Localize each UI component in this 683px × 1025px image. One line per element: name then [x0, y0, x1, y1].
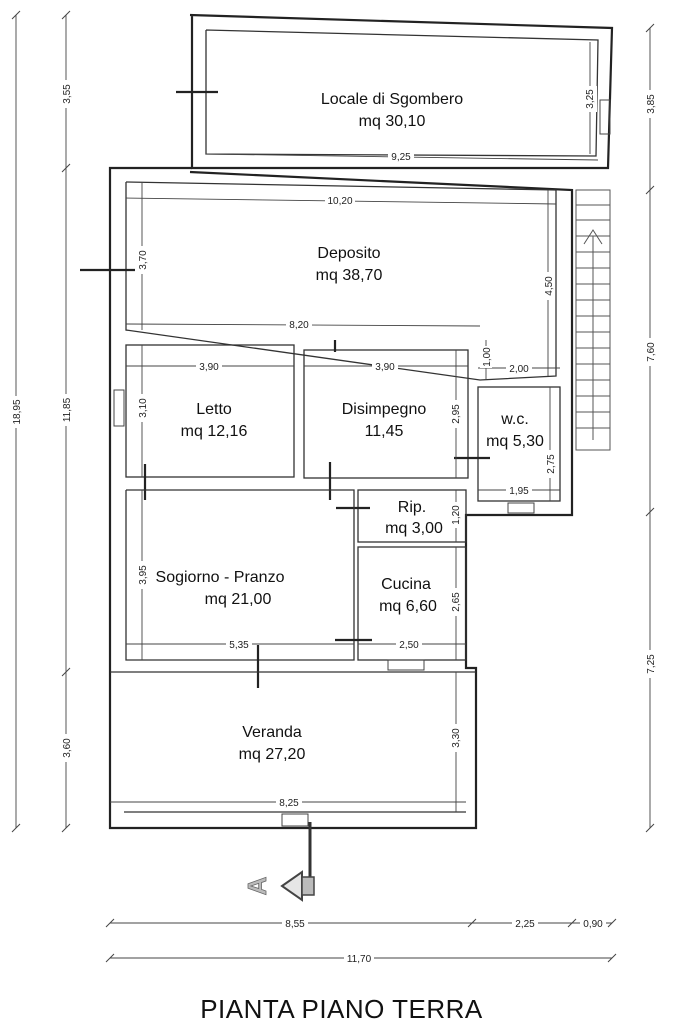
room-ripostiglio[interactable]: [336, 490, 466, 542]
dim-soggiorno-width: 5,35: [229, 640, 249, 651]
dim-left-a: 3,55: [62, 84, 73, 104]
dim-cucina-depth: 2,65: [451, 592, 462, 612]
dim-soggiorno-depth: 3,95: [138, 565, 149, 585]
room-area-wc: mq 5,30: [486, 433, 544, 450]
dim-sgombero-depth: 3,25: [585, 89, 596, 109]
dim-disimpegno-width: 3,90: [375, 362, 395, 373]
dim-wc-bottom: 1,95: [509, 486, 529, 497]
room-name-veranda: Veranda: [242, 724, 302, 741]
room-area-cucina: mq 6,60: [379, 598, 437, 615]
section-marker-letter: A: [242, 876, 272, 896]
dim-wc-opening: 1,00: [482, 347, 493, 367]
dim-letto-depth: 3,10: [138, 398, 149, 418]
dim-veranda-width: 8,25: [279, 798, 299, 809]
dim-bottom-c: 0,90: [583, 919, 603, 930]
room-area-letto: mq 12,16: [180, 423, 248, 440]
room-area-disimpegno: 11,45: [364, 423, 404, 440]
external-stair: [576, 190, 610, 450]
dim-left-b: 11,85: [62, 397, 73, 423]
dim-cucina-width: 2,50: [399, 640, 419, 651]
room-area-soggiorno: mq 21,00: [204, 591, 272, 608]
room-area-rip: mq 3,00: [385, 520, 443, 537]
room-area-deposito: mq 38,70: [315, 267, 383, 284]
dim-disimpegno-depth: 2,95: [451, 404, 462, 424]
room-name-disimpegno: Disimpegno: [341, 401, 427, 418]
dim-letto-width: 3,90: [199, 362, 219, 373]
dim-deposito-side: 4,50: [544, 276, 555, 296]
room-name-cucina: Cucina: [381, 576, 431, 593]
room-area-veranda: mq 27,20: [238, 746, 306, 763]
dim-deposito-depth: 3,70: [138, 250, 149, 270]
room-name-soggiorno: Sogiorno - Pranzo: [155, 569, 285, 586]
room-name-letto: Letto: [196, 401, 232, 418]
dim-bottom-b: 2,25: [515, 919, 535, 930]
room-name-deposito: Deposito: [317, 245, 381, 262]
room-area-sgombero: mq 30,10: [358, 113, 426, 130]
dim-bottom-total: 11,70: [346, 954, 372, 965]
dim-left-c: 3,60: [62, 738, 73, 758]
dim-right-b: 7,60: [646, 342, 657, 362]
room-name-sgombero: Locale di Sgombero: [320, 91, 464, 108]
page-title: PIANTA PIANO TERRA: [200, 994, 483, 1024]
room-locale-sgombero[interactable]: [176, 15, 612, 168]
dim-right-a: 3,85: [646, 94, 657, 114]
dim-veranda-depth: 3,30: [451, 728, 462, 748]
dim-sgombero-width: 9,25: [391, 152, 411, 163]
room-soggiorno[interactable]: [126, 490, 354, 688]
dim-inner-width: 8,20: [289, 320, 309, 331]
room-name-rip: Rip.: [397, 499, 427, 516]
room-name-wc: w.c.: [501, 411, 529, 428]
dim-wc-depth: 2,75: [546, 454, 557, 474]
dim-wc-width: 2,00: [509, 364, 529, 375]
dim-deposito-width: 10,20: [327, 196, 353, 207]
dim-right-c: 7,25: [646, 654, 657, 674]
section-marker: [242, 822, 314, 900]
dim-left-total: 18,95: [12, 399, 23, 425]
dim-rip-depth: 1,20: [451, 505, 462, 525]
dim-bottom-a: 8,55: [285, 919, 305, 930]
